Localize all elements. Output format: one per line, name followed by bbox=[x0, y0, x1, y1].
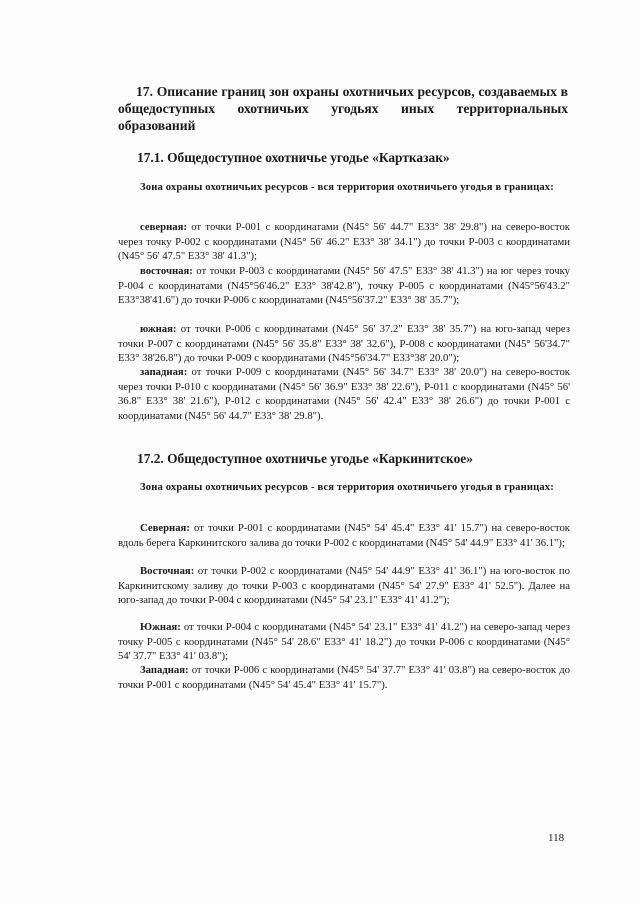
boundary-label: восточная: bbox=[140, 265, 193, 277]
boundary-label: северная: bbox=[140, 221, 187, 233]
zone-description-karkinitskoe: Зона охраны охотничьих ресурсов - вся территория охотничьего угодья в границах: bbox=[140, 482, 554, 493]
boundary-label: Западная: bbox=[140, 664, 189, 676]
boundary-text: от точки Р-002 с координатами (N45° 54' 44.9" Е33° 41' 36.1") на юго-восток по Каркинитскому заливу до точки Р-003 с координатами (N45° 54' 27.9" Е33° 41' 52.5"). Далее на юго-запад до точки Р-004 с координатами (N45° 54' 23.1" Е33° 41' 41.2"); bbox=[118, 565, 570, 607]
subsection-title-kartkazak: 17.1. Общедоступное охотничье угодье «Картказак» bbox=[137, 150, 450, 165]
boundary-paragraph-north bbox=[118, 521, 570, 550]
page-number: 118 bbox=[548, 832, 565, 844]
boundary-label: Восточная: bbox=[140, 565, 195, 577]
boundary-text: от точки Р-006 с координатами (N45° 56' 37.2" Е33° 38' 35.7") на юго-запад через точки Р-007 с координатами (N45° 56' 35.8" Е33° 38' 32.6"), Р-008 с координатами (N45° 56'34.7" Е33° 38'26.8") до точки Р-009 с координатами (N45°56'34.7" Е33°38' 20.0"); bbox=[118, 323, 570, 365]
section-heading: 17. Описание границ зон охраны охотничьих ресурсов, создаваемых в общедоступных охотничьих угодьях иных территориальных образований bbox=[118, 84, 568, 133]
boundary-text: от точки Р-004 с координатами (N45° 54' 23.1" Е33° 41' 41.2") на северо-запад через точку Р-005 с координатами (N45° 54' 28.6" Е33° 41' 18.2") до точки Р-006 с координатами (N45° 54' 37.7" Е33° 41' 03.8"); bbox=[118, 621, 570, 663]
boundary-label: южная: bbox=[140, 323, 177, 335]
subsection-title-karkinitskoe: 17.2. Общедоступное охотничье угодье «Каркинитское» bbox=[137, 451, 473, 466]
boundary-text: от точки Р-001 с координатами (N45° 54' 45.4" Е33° 41' 15.7") на северо-восток вдоль берега Каркинитского залива до точки Р-002 с координатами (N45° 54' 44.9" Е33° 41' 36.1"); bbox=[118, 522, 570, 549]
boundary-paragraph-east bbox=[118, 264, 570, 308]
boundary-text: от точки Р-003 с координатами (N45° 56' 47.5" Е33° 38' 41.3") на юг через точку Р-004 с координатами (N45°56'46.2" Е33° 38'42.8"), точку Р-005 с координатами (N45°56'43.2" Е33°38'41.6") до точки Р-006 с координатами (N45°56'37.2" Е33° 38' 35.7"); bbox=[118, 265, 570, 307]
boundary-label: западная: bbox=[140, 366, 188, 378]
boundary-text: от точки Р-009 с координатами (N45° 56' 34.7" Е33° 38' 20.0") на северо-восток через точки Р-010 с координатами (N45° 56' 36.9" Е33° 38' 22.6"), Р-011 с координатами (N45° 56' 36.8" Е33° 38' 21.6"), Р-012 с координатами (N45° 56' 42.4" Е33° 38' 26.6") до точки Р-001 с координатами (N45° 56' 44.7" Е33° 38' 29.8"). bbox=[118, 366, 570, 422]
boundary-paragraph-south bbox=[118, 620, 570, 664]
boundary-paragraph-west bbox=[118, 663, 570, 692]
boundary-paragraph-north bbox=[118, 220, 570, 264]
boundary-label: Южная: bbox=[140, 621, 181, 633]
boundary-paragraph-east bbox=[118, 564, 570, 608]
boundary-label: Северная: bbox=[140, 522, 190, 534]
zone-description-kartkazak: Зона охраны охотничьих ресурсов - вся территория охотничьего угодья в границах: bbox=[140, 182, 554, 193]
boundary-paragraph-south bbox=[118, 322, 570, 366]
boundary-paragraph-west bbox=[118, 365, 570, 423]
boundary-text: от точки Р-006 с координатами (N45° 54' 37.7" Е33° 41' 03.8") на северо-восток до точки Р-001 с координатами (N45° 54' 45.4" Е33° 41' 15.7"). bbox=[118, 664, 570, 691]
boundary-text: от точки Р-001 с координатами (N45° 56' 44.7" Е33° 38' 29.8") на северо-восток через точку Р-002 с координатами (N45° 56' 46.2" Е33° 38' 34.1") до точки Р-003 с координатами (N45° 56' 47.5" Е33° 38' 41.3"); bbox=[118, 221, 570, 263]
